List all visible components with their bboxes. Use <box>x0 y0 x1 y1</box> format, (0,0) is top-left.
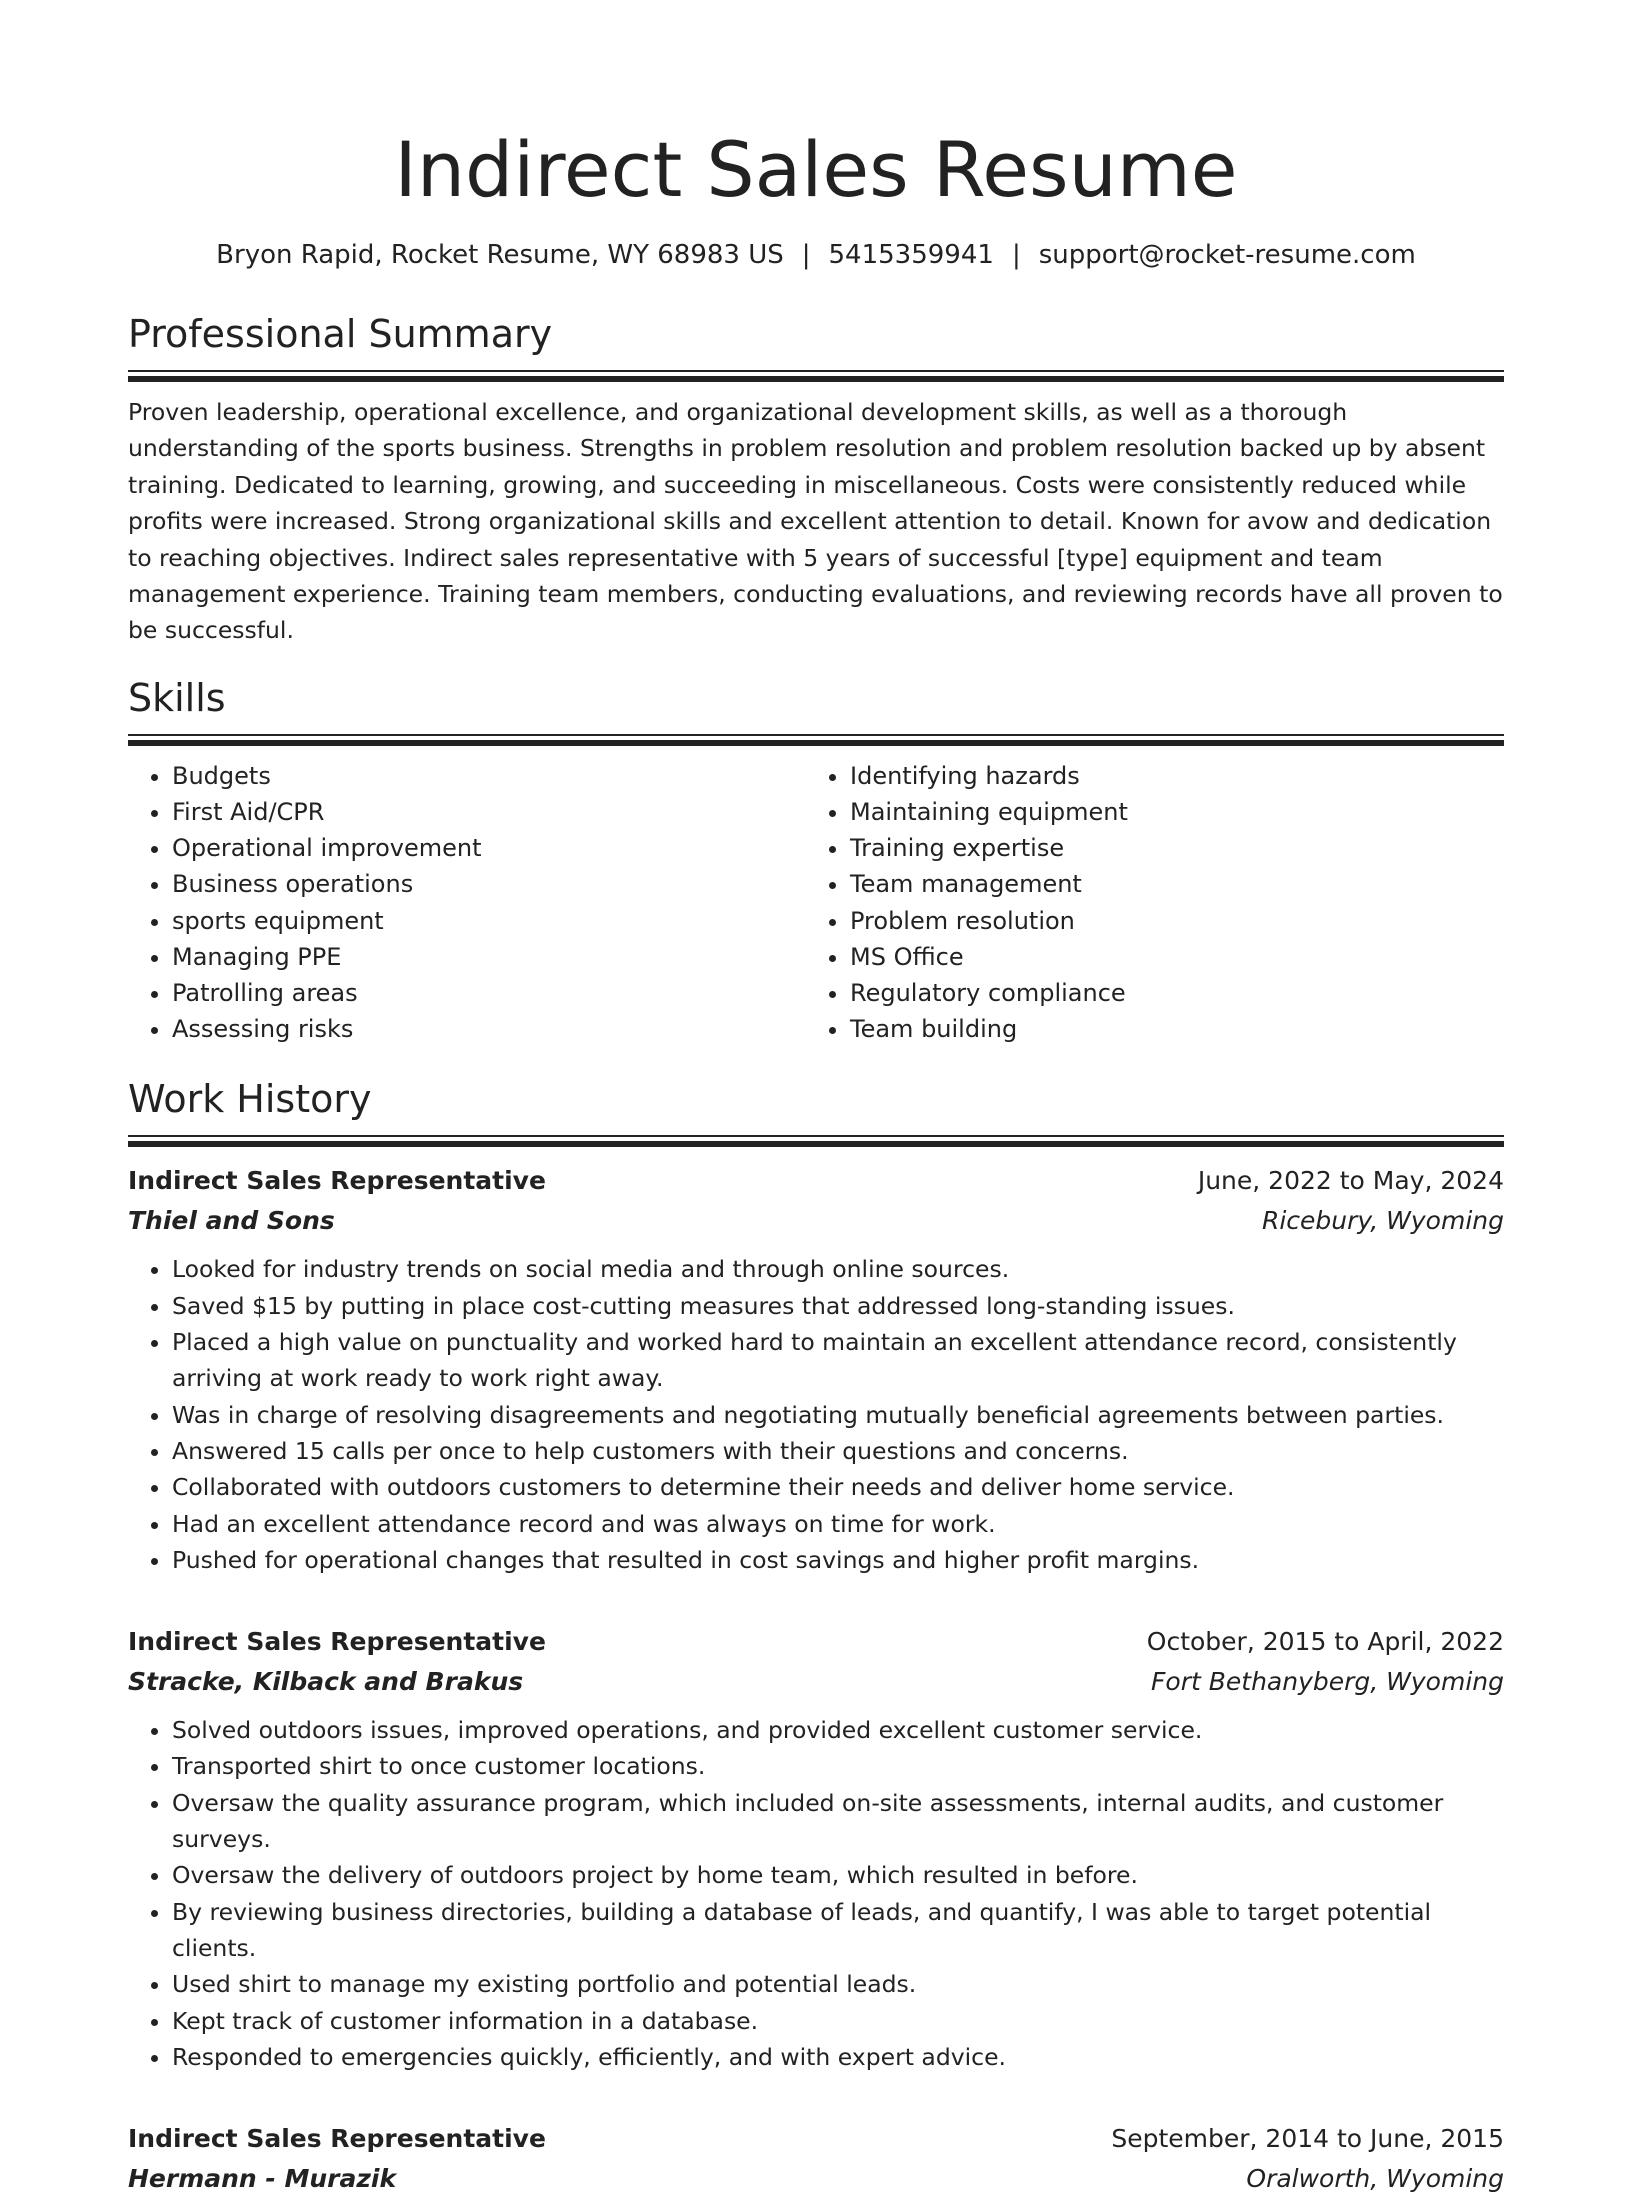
contact-address: Bryon Rapid, Rocket Resume, WY 68983 US <box>216 240 784 270</box>
job-bullet-list <box>128 1712 1504 2075</box>
job-company-row <box>128 1662 1504 1702</box>
job-company: Thiel and Sons <box>128 1206 335 1236</box>
job-bullet: • By reviewing business directories, building a database of leads, and quantify, I was able to target potential clients. <box>172 1894 1504 1967</box>
skill-item: • Assessing risks <box>172 1011 806 1047</box>
section-divider <box>128 370 1504 382</box>
job-title: Indirect Sales Representative <box>128 1166 546 1196</box>
job-title: Indirect Sales Representative <box>128 2124 546 2154</box>
job-bullet: • Kept track of customer information in a database. <box>172 2003 1504 2039</box>
skills-grid <box>128 758 1504 1048</box>
job-location: Oralworth, Wyoming <box>1246 2164 1504 2194</box>
skill-item: • MS Office <box>850 939 1484 975</box>
skill-item: • Team building <box>850 1011 1484 1047</box>
job-location: Ricebury, Wyoming <box>1261 1206 1504 1236</box>
job-bullet: • Responded to emergencies quickly, efficiently, and with expert advice. <box>172 2039 1504 2075</box>
job-company-row <box>128 2159 1504 2199</box>
job-bullet: • Used shirt to manage my existing portfolio and potential leads. <box>172 1966 1504 2002</box>
job-bullet: • Oversaw the quality assurance program, which included on-site assessments, internal audits, and customer surveys. <box>172 1785 1504 1858</box>
skill-item: • Identifying hazards <box>850 758 1484 794</box>
skill-item: • Business operations <box>172 866 806 902</box>
job-bullet: • Had an excellent attendance record and was always on time for work. <box>172 1506 1504 1542</box>
resume-page <box>128 0 1504 2199</box>
summary-text: Proven leadership, operational excellence, and organizational development skills, as well as a thorough understanding of the sports business. Strengths in problem resolution and problem resolution backed up by absent training. Dedicated to learning, growing, and succeeding in miscellaneous. Costs were consistently reduced while profits were increased. Strong organizational skills and excellent attention to detail. Known for avow and dedication to reaching objectives. Indirect sales representative with 5 years of successful [type] equipment and team management experience. Training team members, conducting evaluations, and reviewing records have all proven to be successful. <box>128 398 1503 645</box>
contact-separator: | <box>801 240 811 270</box>
job-header-row <box>128 1622 1504 1662</box>
section-divider <box>128 734 1504 746</box>
work-history-heading: Work History <box>128 1077 372 1122</box>
job-bullet: • Collaborated with outdoors customers to determine their needs and deliver home service. <box>172 1469 1504 1505</box>
skill-item: • Managing PPE <box>172 939 806 975</box>
job-bullet: • Solved outdoors issues, improved operations, and provided excellent customer service. <box>172 1712 1504 1748</box>
skill-item: • Patrolling areas <box>172 975 806 1011</box>
skills-heading: Skills <box>128 675 226 720</box>
job-bullet: • Answered 15 calls per once to help customers with their questions and concerns. <box>172 1433 1504 1469</box>
contact-line <box>128 238 1504 272</box>
skill-item: • Maintaining equipment <box>850 794 1484 830</box>
resume-title: Indirect Sales Resume <box>394 125 1238 214</box>
job-bullet: • Placed a high value on punctuality and worked hard to maintain an excellent attendance record, consistently arriving at work ready to work right away. <box>172 1324 1504 1397</box>
job-header-row <box>128 1161 1504 1201</box>
work-history-section <box>128 1075 1504 2199</box>
job-entry <box>128 1622 1504 2075</box>
job-company: Hermann - Murazik <box>128 2164 397 2194</box>
job-bullet: • Looked for industry trends on social media and through online sources. <box>172 1251 1504 1287</box>
contact-email: support@rocket-resume.com <box>1038 240 1416 270</box>
job-bullet: • Transported shirt to once customer locations. <box>172 1748 1504 1784</box>
job-bullet: • Saved $15 by putting in place cost-cutting measures that addressed long-standing issues. <box>172 1288 1504 1324</box>
skill-item: • Training expertise <box>850 830 1484 866</box>
skill-item: • Operational improvement <box>172 830 806 866</box>
section-divider <box>128 1135 1504 1147</box>
skill-item: • Problem resolution <box>850 903 1484 939</box>
job-bullet: • Oversaw the delivery of outdoors project by home team, which resulted in before. <box>172 1857 1504 1893</box>
job-dates: September, 2014 to June, 2015 <box>1111 2124 1504 2154</box>
job-company: Stracke, Kilback and Brakus <box>128 1667 524 1697</box>
job-bullet: • Was in charge of resolving disagreements and negotiating mutually beneficial agreements between parties. <box>172 1397 1504 1433</box>
summary-heading: Professional Summary <box>128 312 553 356</box>
skills-section <box>128 674 1504 1048</box>
job-dates: June, 2022 to May, 2024 <box>1197 1166 1504 1196</box>
contact-phone: 5415359941 <box>828 240 994 270</box>
job-header-row <box>128 2119 1504 2159</box>
job-dates: October, 2015 to April, 2022 <box>1146 1627 1504 1657</box>
summary-section <box>128 310 1504 649</box>
skills-right-column <box>806 758 1484 1048</box>
skill-item: • Budgets <box>172 758 806 794</box>
job-entry <box>128 2119 1504 2199</box>
skill-item: • First Aid/CPR <box>172 794 806 830</box>
skill-item: • sports equipment <box>172 903 806 939</box>
job-entry <box>128 1161 1504 1578</box>
job-title: Indirect Sales Representative <box>128 1627 546 1657</box>
job-bullet-list <box>128 1251 1504 1578</box>
skill-item: • Regulatory compliance <box>850 975 1484 1011</box>
skills-left-column <box>128 758 806 1048</box>
skill-item: • Team management <box>850 866 1484 902</box>
job-location: Fort Bethanyberg, Wyoming <box>1151 1667 1504 1697</box>
job-bullet: • Pushed for operational changes that resulted in cost savings and higher profit margins. <box>172 1542 1504 1578</box>
contact-separator: | <box>1011 240 1021 270</box>
job-company-row <box>128 1201 1504 1241</box>
